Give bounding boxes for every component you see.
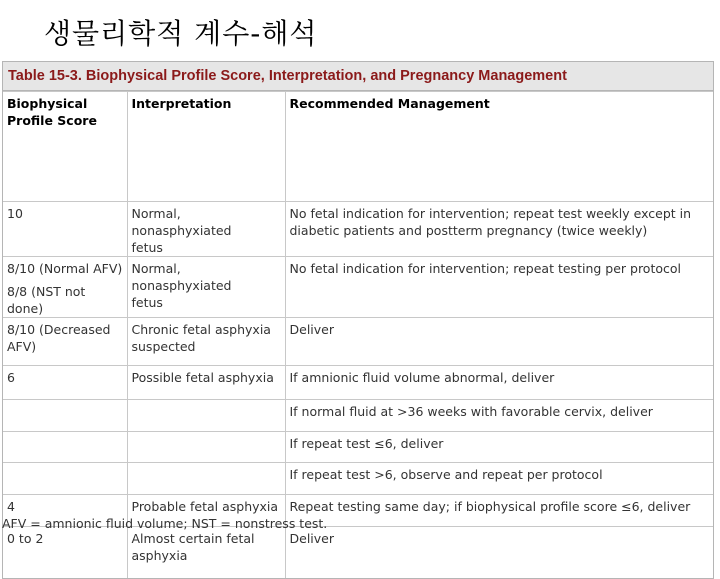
management-cell: No fetal indication for intervention; repeat test weekly except in diabetic patients and postterm pregnancy (twice weekly)	[285, 202, 713, 257]
score-cell: 8/10 (Decreased AFV)	[3, 318, 127, 366]
management-cell: Deliver	[285, 318, 713, 366]
score-cell: 10	[3, 202, 127, 257]
table-row	[3, 366, 713, 400]
interpretation-cell: Chronic fetal asphyxia suspected	[127, 318, 285, 366]
interpretation-cell	[127, 463, 285, 495]
management-cell: If repeat test >6, observe and repeat per protocol	[285, 463, 713, 495]
bpp-table	[2, 61, 714, 579]
interpretation-cell: Possible fetal asphyxia	[127, 366, 285, 400]
header-score: Biophysical Profile Score	[3, 92, 127, 202]
management-cell: Deliver	[285, 527, 713, 578]
interpretation-cell: Probable fetal asphyxia	[127, 495, 285, 527]
table-row	[3, 432, 713, 463]
score-cell	[3, 432, 127, 463]
interpretation-cell	[127, 400, 285, 432]
header-row	[3, 92, 713, 202]
interpretation-cell: Almost certain fetal asphyxia	[127, 527, 285, 578]
management-cell: If repeat test ≤6, deliver	[285, 432, 713, 463]
score-cell: 0 to 2	[3, 527, 127, 578]
management-cell: Repeat testing same day; if biophysical profile score ≤6, deliver	[285, 495, 713, 527]
interpretation-cell	[127, 432, 285, 463]
interpretation-cell: Normal, nonasphyxiated fetus	[127, 202, 285, 257]
interpretation-cell: Normal, nonasphyxiated fetus	[127, 257, 285, 318]
table-row	[3, 463, 713, 495]
score-cell	[3, 463, 127, 495]
slide-title: 생물리학적 계수-해석	[44, 17, 318, 50]
score-cell	[3, 400, 127, 432]
score-cell: 8/10 (Normal AFV) 8/8 (NST not done)	[3, 257, 127, 318]
score-cell: 4	[3, 495, 127, 527]
header-interpretation: Interpretation	[127, 92, 285, 202]
table-row	[3, 318, 713, 366]
management-cell: If normal fluid at >36 weeks with favorable cervix, deliver	[285, 400, 713, 432]
header-management: Recommended Management	[285, 92, 713, 202]
table-caption: Table 15-3. Biophysical Profile Score, Interpretation, and Pregnancy Management	[3, 62, 713, 91]
table-row	[3, 257, 713, 318]
bpp-table-grid	[3, 91, 713, 578]
table-footnote: AFV = amnionic fluid volume; NST = nonstress test.	[2, 516, 328, 531]
management-cell: No fetal indication for intervention; repeat testing per protocol	[285, 257, 713, 318]
table-row	[3, 400, 713, 432]
score-cell: 6	[3, 366, 127, 400]
table-row	[3, 202, 713, 257]
management-cell: If amnionic fluid volume abnormal, deliver	[285, 366, 713, 400]
table-row	[3, 527, 713, 578]
